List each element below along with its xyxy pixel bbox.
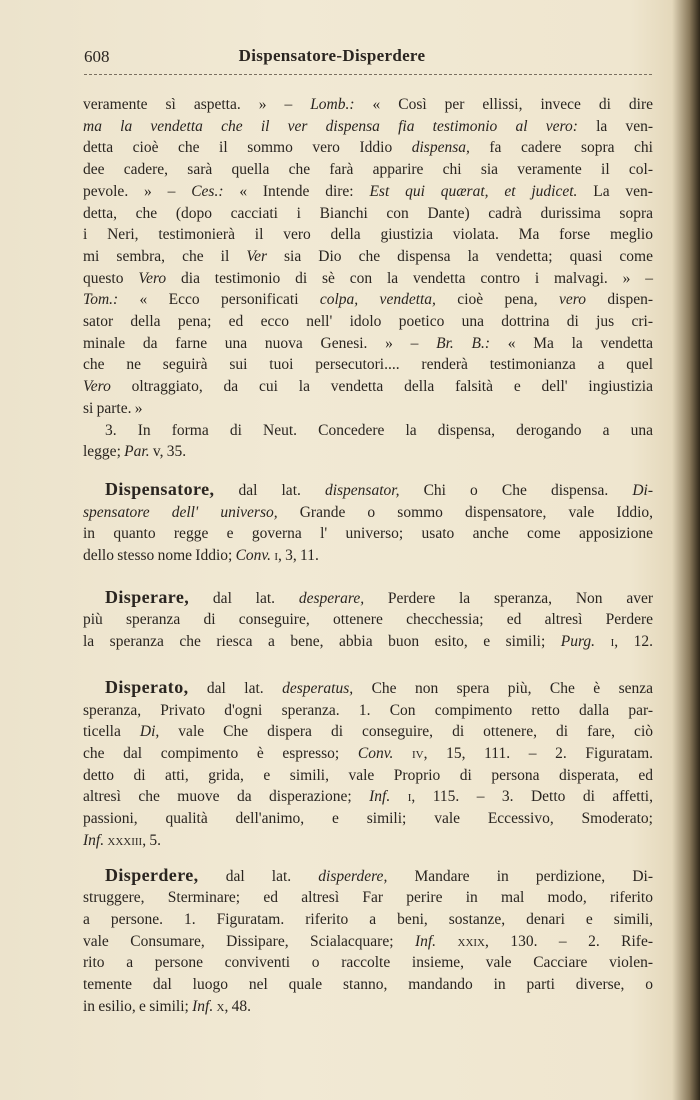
- text-line: [83, 677, 653, 700]
- italic-text: Inf.: [369, 788, 391, 806]
- text-run: minale da farne una nuova Genesi. » –: [83, 334, 437, 352]
- text-line: [83, 398, 653, 420]
- italic-text: Conv.: [235, 547, 272, 565]
- text-line: [83, 441, 653, 463]
- text-run: altresì che muove da disperazione;: [83, 788, 370, 806]
- dispensare-continuation: [83, 94, 653, 463]
- text-run: fa cadere sopra chi: [469, 139, 653, 157]
- text-line: [83, 743, 653, 765]
- roman-numeral: x: [216, 997, 225, 1015]
- italic-text: Inf.: [192, 997, 214, 1015]
- text-line: [83, 865, 653, 888]
- text-line: [83, 94, 653, 116]
- italic-text: Inf.: [83, 831, 105, 849]
- italic-text: Par.: [124, 443, 150, 461]
- text-run: pevole. » –: [83, 182, 192, 200]
- italic-text: Lomb.:: [310, 96, 355, 113]
- text-run: , 5.: [142, 831, 161, 849]
- text-line: [83, 765, 653, 787]
- text-line: [83, 354, 653, 376]
- text-run: in esilio, e simili;: [83, 997, 193, 1015]
- text-line: [83, 224, 653, 246]
- italic-text: colpa, vendetta,: [319, 291, 436, 309]
- text-line: [83, 181, 653, 203]
- text-run: a persone. 1. Figuratam. riferito a beni, sostanze, denari e simili,: [83, 910, 653, 928]
- text-run: rito a persone conviventi o raccolte insieme, vale Cacciare violen-: [83, 954, 653, 972]
- text-line: [83, 909, 653, 931]
- text-run: « Così per ellissi, invece di dire: [354, 96, 653, 113]
- text-run: La ven-: [577, 182, 653, 200]
- text-line: [83, 952, 653, 974]
- text-line: [83, 502, 653, 524]
- italic-text: Di-: [632, 481, 653, 499]
- text-line: [83, 808, 653, 830]
- text-line: [83, 137, 653, 159]
- text-line: [83, 887, 653, 909]
- text-line: [83, 159, 653, 181]
- text-run: « Ecco personificati: [118, 291, 320, 309]
- text-run: , 15, 111. – 2. Figuratam.: [423, 744, 654, 762]
- text-run: vale Che dispera di conseguire, di ottenere, di fare, ciò: [159, 723, 653, 741]
- italic-text: disperdere,: [318, 867, 388, 885]
- text-run: dispen-: [585, 291, 653, 309]
- italic-text: Tom.:: [83, 291, 119, 309]
- text-run: dal lat.: [214, 481, 325, 499]
- entry-disperdere: [83, 865, 653, 1018]
- text-line: [83, 333, 653, 355]
- text-run: dal lat.: [188, 679, 283, 697]
- italic-text: spensatore dell' universo,: [83, 503, 278, 521]
- text-line: [83, 631, 653, 653]
- text-run: ticella: [83, 723, 140, 741]
- page-number: 608: [84, 47, 110, 66]
- text-run: sia Dio che dispensa la vendetta; quasi come: [266, 247, 653, 265]
- text-line: [83, 246, 653, 268]
- text-run: [595, 633, 611, 650]
- italic-text: Di,: [139, 723, 160, 741]
- headword: Disperato,: [105, 676, 189, 697]
- text-run: si parte. »: [83, 399, 143, 417]
- text-line: [83, 545, 653, 567]
- text-run: legge;: [83, 443, 125, 461]
- text-run: « Intende dire:: [223, 182, 370, 200]
- text-run: la ven-: [577, 117, 653, 135]
- text-run: Grande o sommo dispensatore, vale Iddio,: [277, 503, 653, 521]
- text-line: [83, 479, 653, 502]
- text-run: che dal compimento è espresso;: [83, 744, 358, 762]
- text-line: [83, 609, 653, 631]
- text-line: [83, 116, 653, 138]
- text-line: [83, 830, 653, 852]
- text-run: [390, 788, 407, 805]
- text-run: v, 35.: [149, 443, 187, 461]
- italic-text: Conv.: [357, 744, 394, 762]
- text-line: [83, 700, 653, 722]
- roman-numeral: xxxiii: [107, 831, 143, 849]
- entry-disperato: [83, 677, 653, 852]
- roman-numeral: i: [407, 788, 412, 806]
- italic-text: Br. B.:: [436, 334, 490, 352]
- text-run: più speranza di conseguire, ottenere checchessia; ed altresì Perdere: [83, 611, 653, 629]
- header-rule: [84, 74, 652, 75]
- headword: Dispensatore,: [105, 478, 215, 499]
- text-run: Mandare in perdizione, Di-: [387, 867, 653, 885]
- text-run: veramente sì aspetta. » –: [83, 96, 311, 113]
- text-run: temente dal luogo nel quale stanno, mandando in parti diverse, o: [83, 976, 653, 994]
- text-run: 3. In forma di Neut. Concedere la dispensa, derogando a una: [105, 421, 653, 439]
- text-line: [83, 289, 653, 311]
- text-line: [83, 587, 653, 610]
- text-run: , 48.: [224, 997, 251, 1015]
- italic-text: Ver: [246, 247, 267, 265]
- text-run: , 115. – 3. Detto di affetti,: [411, 788, 653, 806]
- running-title: Dispensatore-Disperdere: [238, 46, 426, 65]
- entry-dispensatore: [83, 479, 653, 567]
- text-line: [83, 268, 653, 290]
- text-run: dello stesso nome Iddio;: [83, 547, 236, 565]
- italic-text: dispensa,: [411, 139, 470, 157]
- text-run: oltraggiato, da cui la vendetta della falsità e dell' ingiustizia: [110, 378, 653, 396]
- text-run: speranza, Privato d'ogni speranza. 1. Con compimento retto dalla par-: [83, 701, 653, 719]
- roman-numeral: iv: [411, 744, 424, 762]
- italic-text: Purg.: [560, 633, 596, 651]
- italic-text: Vero: [83, 378, 111, 396]
- text-run: struggere, Sterminare; ed altresì Far perire in mal modo, riferito: [83, 889, 653, 907]
- italic-text: desperare,: [298, 589, 365, 607]
- text-run: , 12.: [614, 633, 653, 651]
- text-run: detta cioè che il sommo vero Iddio: [83, 139, 412, 157]
- text-run: detta, che (dopo cacciati i Bianchi con Dante) cadrà durissima sopra: [83, 204, 653, 222]
- text-run: dal lat.: [189, 589, 299, 607]
- italic-text: Vero: [138, 269, 167, 287]
- text-run: passioni, qualità dell'animo, e simili; vale Eccessivo, Smoderato;: [83, 810, 653, 828]
- entry-disperare: [83, 587, 653, 653]
- italic-text: vero: [559, 291, 586, 309]
- text-run: questo: [83, 269, 139, 287]
- text-run: Chi o Che dispensa.: [399, 481, 633, 499]
- text-line: [83, 420, 653, 442]
- text-run: i Neri, testimonierà il vero della giustizia violata. Ma forse meglio: [83, 226, 653, 244]
- text-line: [83, 376, 653, 398]
- text-run: mi sembra, che il: [83, 247, 247, 265]
- text-run: detto di atti, grida, e simili, vale Proprio di persona disperata, ed: [83, 766, 653, 784]
- text-line: [83, 203, 653, 225]
- text-run: la speranza che riesca a bene, abbia buon esito, e simili;: [83, 633, 561, 651]
- text-line: [83, 931, 653, 953]
- page-body: [83, 94, 653, 1017]
- text-line: [83, 311, 653, 333]
- italic-text: ma la vendetta che il ver dispensa fia testimonio al vero:: [83, 117, 578, 135]
- roman-numeral: i: [610, 633, 615, 651]
- text-line: [83, 786, 653, 808]
- text-run: in quanto regge e governa l' universo; usato anche come apposizione: [83, 525, 653, 543]
- italic-text: Ces.:: [191, 182, 224, 200]
- text-run: Che non spera più, Che è senza: [353, 679, 653, 697]
- text-run: che ne seguirà sui tuoi persecutori.... renderà testimonianza a quel: [83, 356, 653, 374]
- text-run: dal lat.: [198, 867, 319, 885]
- text-line: [83, 996, 653, 1018]
- text-run: vale Consumare, Dissipare, Scialacquare;: [83, 932, 415, 950]
- italic-text: Inf.: [414, 932, 437, 950]
- roman-numeral: i: [274, 547, 278, 565]
- text-line: [83, 974, 653, 996]
- italic-text: dispensator,: [324, 481, 400, 499]
- italic-text: Est qui quærat, et judicet.: [369, 182, 578, 200]
- headword: Disperare,: [105, 586, 190, 607]
- text-run: , 3, 11.: [278, 547, 319, 565]
- roman-numeral: xxix: [457, 932, 485, 950]
- text-line: [83, 523, 653, 545]
- text-run: , 130. – 2. Rife-: [485, 932, 653, 950]
- text-run: dee cadere, sarà quella che farà apparire chi sia veramente il col-: [83, 161, 653, 179]
- text-run: [393, 745, 412, 762]
- headword: Disperdere,: [105, 864, 199, 885]
- italic-text: desperatus,: [282, 679, 354, 697]
- text-run: dia testimonio di sè con la vendetta contro i malvagi. » –: [166, 269, 653, 287]
- text-line: [83, 721, 653, 743]
- text-run: cioè pena,: [435, 291, 560, 309]
- text-run: [436, 933, 457, 950]
- text-run: « Ma la vendetta: [490, 334, 653, 352]
- text-run: sator della pena; ed ecco nell' idolo poetico una dottrina di jus cri-: [83, 313, 653, 331]
- text-run: Perdere la speranza, Non aver: [364, 589, 653, 607]
